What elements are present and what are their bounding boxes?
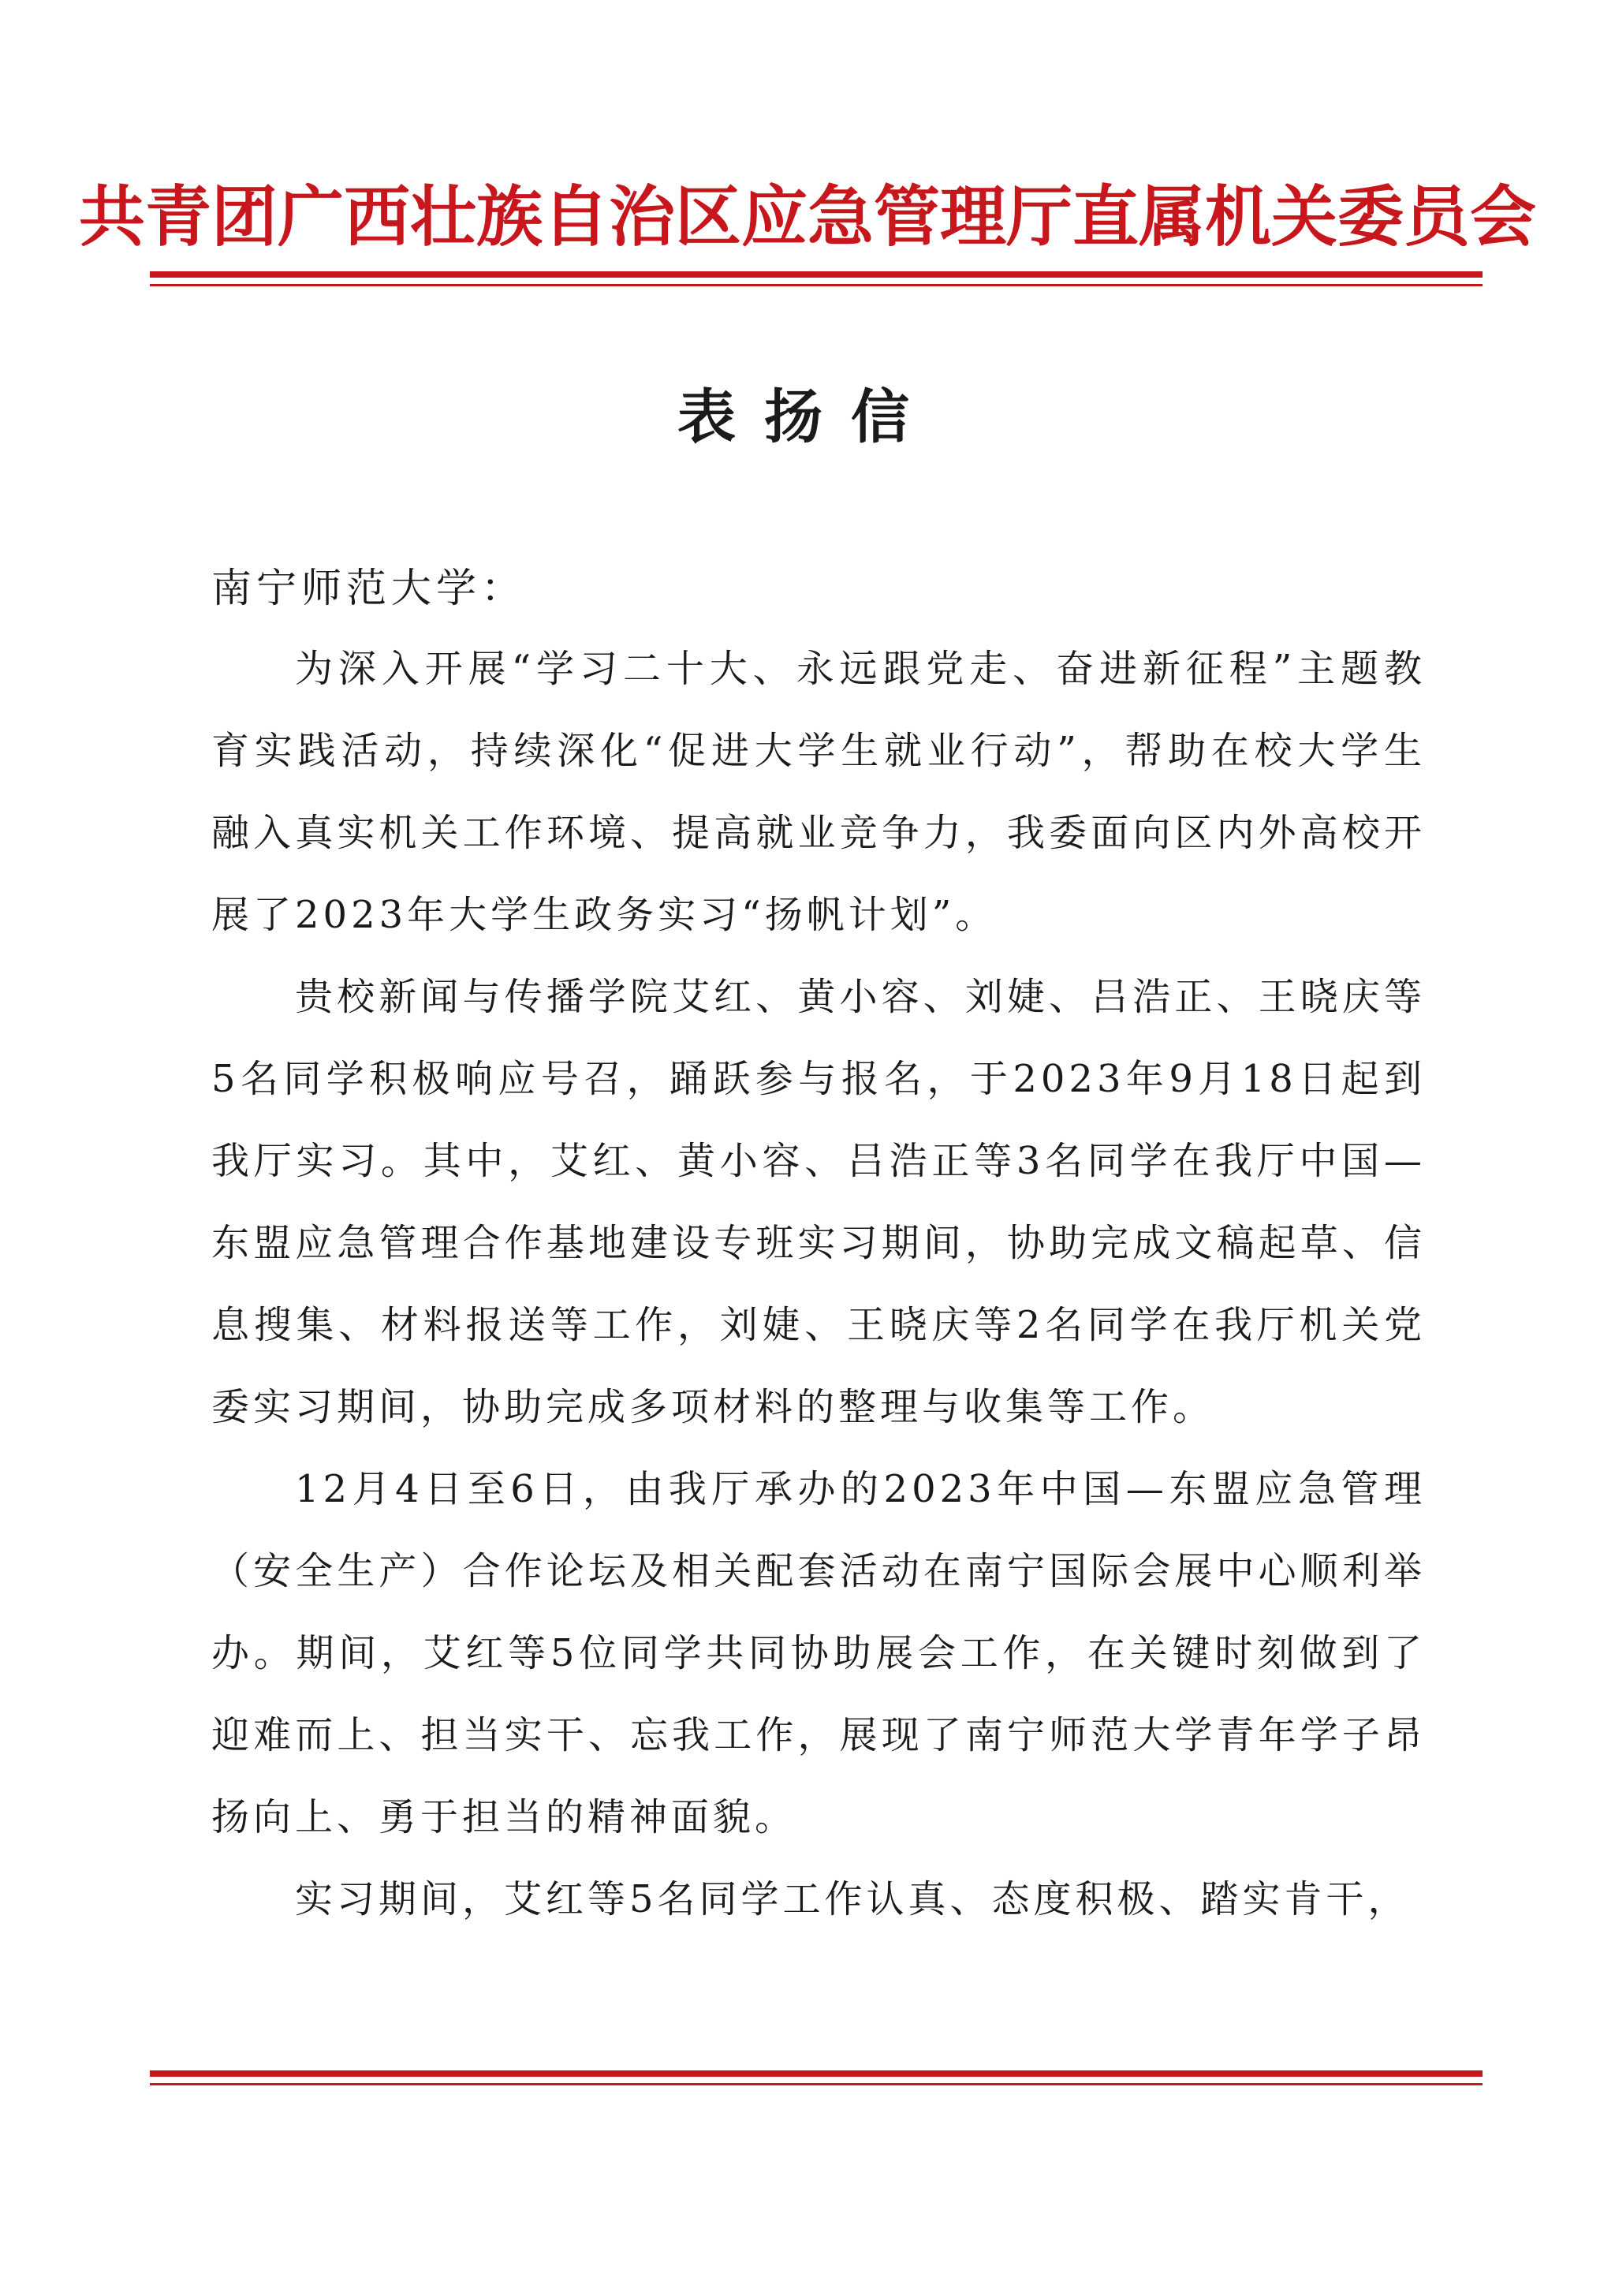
body-paragraph: 为深入开展“学习二十大、永远跟党走、奋进新征程”主题教育实践活动，持续深化“促进大学生就业行动”，帮助在校大学生融入真实机关工作环境、提高就业竞争力，我委面向区内外高校开展了2023年大学生政务实习“扬帆计划”。 [211, 647, 1426, 937]
letter-body [211, 628, 1426, 1940]
body-paragraph: 12月4日至6日，由我厅承办的2023年中国—东盟应急管理（安全生产）合作论坛及相关配套活动在南宁国际会展中心顺利举办。期间，艾红等5位同学共同协助展会工作，在关键时刻做到了迎难而上、担当实干、忘我工作，展现了南宁师范大学青年学子昂扬向上、勇于担当的精神面貌。 [211, 1467, 1426, 1839]
letterhead-title: 共青团广西壮族自治区应急管理厅直属机关委员会 [78, 177, 1536, 256]
salutation: 南宁师范大学： [211, 566, 527, 612]
letterhead-rule-thin [150, 284, 1483, 286]
body-paragraph: 贵校新闻与传播学院艾红、黄小容、刘婕、吕浩正、王晓庆等5名同学积极响应号召，踊跃参与报名，于2023年9月18日起到我厅实习。其中，艾红、黄小容、吕浩正等3名同学在我厅中国—东盟应急管理合作基地建设专班实习期间，协助完成文稿起草、信息搜集、材料报送等工作，刘婕、王晓庆等2名同学在我厅机关党委实习期间，协助完成多项材料的整理与收集等工作。 [211, 975, 1426, 1429]
footer-rule-thin [150, 2083, 1483, 2085]
body-paragraph: 实习期间，艾红等5名同学工作认真、态度积极、踏实肯干， [295, 1877, 1410, 1921]
letterhead-rule-thick [150, 271, 1483, 278]
document-title: 表扬信 [677, 383, 938, 451]
footer-rule-thick [150, 2070, 1483, 2077]
